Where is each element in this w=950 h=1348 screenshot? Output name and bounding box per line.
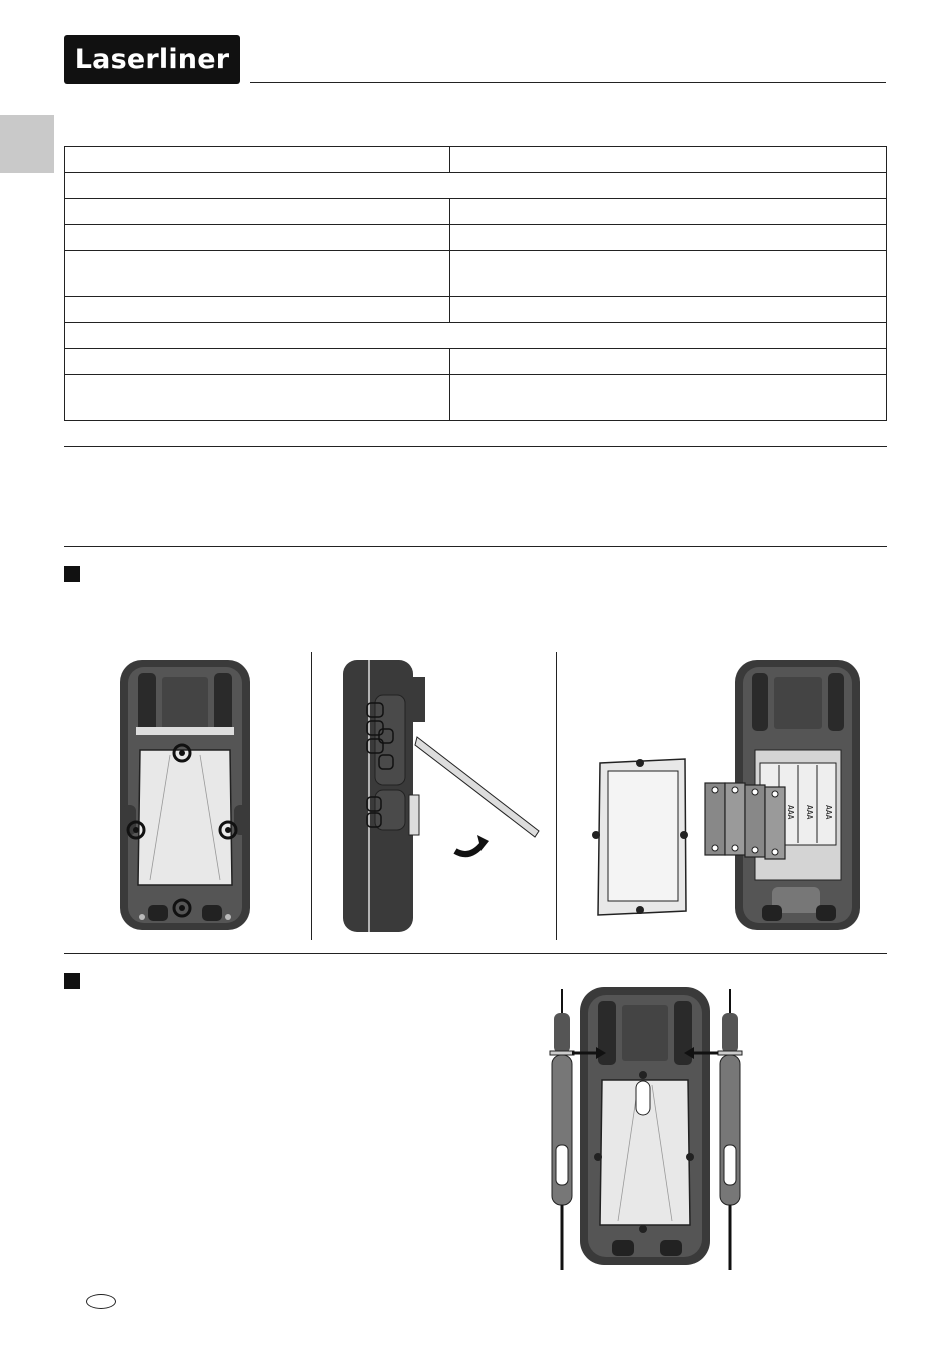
table-cell [65,225,450,251]
section-divider [64,446,887,447]
table-row [65,297,887,323]
spec-table [64,146,887,421]
table-cell [65,173,887,199]
table-cell [450,225,887,251]
battery-label: AAA [805,805,814,820]
battery-compartment-figure [580,655,870,940]
language-tab [0,115,54,173]
table-cell [450,297,887,323]
country-badge-ellipse [86,1294,116,1309]
device-side-stand-figure [335,655,545,935]
table-row [65,147,887,173]
figure-separator [556,652,557,940]
brand-logo: Laserliner [64,35,240,84]
table-row [65,199,887,225]
table-row [65,225,887,251]
table-cell [450,375,887,421]
table-cell [450,251,887,297]
table-cell [450,349,887,375]
device-back-screws-figure [110,655,260,935]
table-cell [450,199,887,225]
table-cell [65,375,450,421]
battery-label: AAA [824,805,833,820]
section-divider [64,546,887,547]
battery-label: AAA [786,805,795,820]
table-row [65,251,887,297]
table-cell [65,199,450,225]
table-row [65,323,887,349]
table-cell [65,251,450,297]
table-cell [65,147,450,173]
figure-separator [311,652,312,940]
black-square-icon [64,973,80,989]
section-divider [64,953,887,954]
table-row [65,349,887,375]
table-cell [450,147,887,173]
test-leads-holster-figure [540,985,750,1275]
table-cell [65,323,887,349]
table-row [65,173,887,199]
table-cell [65,349,450,375]
header-divider [250,82,886,83]
black-square-icon [64,566,80,582]
table-row [65,375,887,421]
table-cell [65,297,450,323]
